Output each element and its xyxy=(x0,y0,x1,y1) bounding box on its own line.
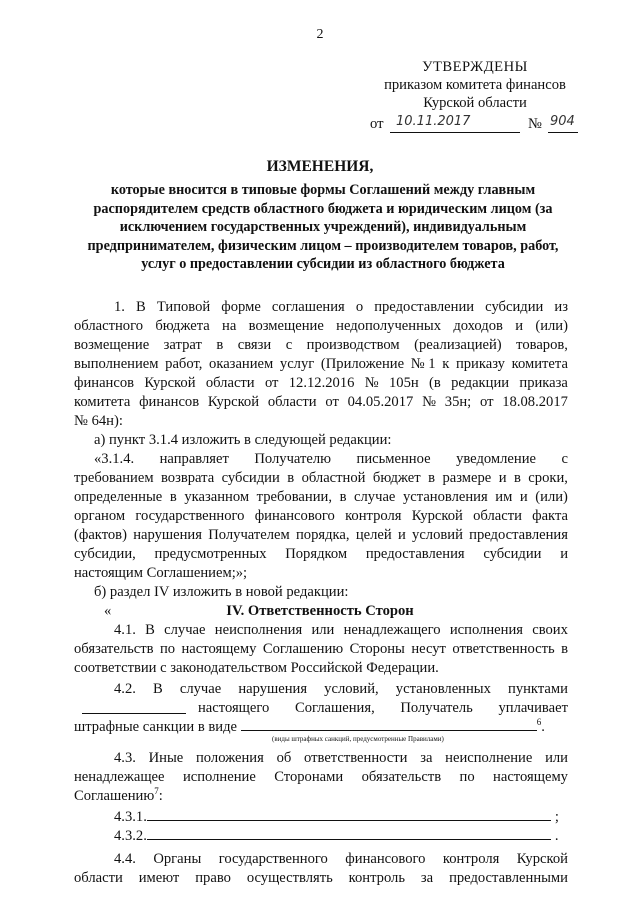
word: за xyxy=(420,750,433,766)
word: предоставленными xyxy=(449,870,568,886)
word: 4.3. xyxy=(114,750,136,766)
word: 4.4. xyxy=(114,851,136,867)
word: предоставления xyxy=(469,527,568,543)
word: от xyxy=(325,394,339,410)
approval-heading: УТВЕРЖДЕНЫ xyxy=(422,59,528,75)
word: области xyxy=(74,870,123,886)
word: «3.1.4. xyxy=(94,451,135,467)
word: установления xyxy=(402,489,488,505)
word: настоящему xyxy=(493,769,568,785)
text-line xyxy=(114,298,568,316)
word: случае xyxy=(179,681,222,697)
word: субсидии xyxy=(221,470,280,486)
word: в xyxy=(513,470,521,486)
word: возмещение xyxy=(248,318,324,334)
word: установленных xyxy=(395,681,491,697)
word: Курской xyxy=(516,851,568,867)
word: письменное xyxy=(356,451,431,467)
word: предоставления xyxy=(365,546,465,562)
text-line xyxy=(74,869,568,887)
word: бюджета xyxy=(155,318,210,334)
word: или xyxy=(311,622,335,638)
text-line xyxy=(114,621,568,639)
text-line xyxy=(74,374,568,392)
word: соглашения xyxy=(271,299,345,315)
word: Получатель xyxy=(400,700,473,716)
word: с xyxy=(561,451,568,467)
word: финансового xyxy=(345,851,426,867)
word: В xyxy=(136,299,146,315)
word: возврата xyxy=(161,470,215,486)
approval-number: 904 xyxy=(550,114,575,129)
word: Соглашению xyxy=(262,641,344,657)
word: производством xyxy=(306,337,400,353)
word: обязательств xyxy=(74,641,154,657)
word: В xyxy=(145,622,155,638)
word: 1. xyxy=(114,299,125,315)
word: Курской xyxy=(411,508,463,524)
page-number: 2 xyxy=(316,27,324,42)
word: № xyxy=(364,375,379,391)
word: размере xyxy=(442,470,492,486)
approval-date: 10.11.2017 xyxy=(396,114,471,129)
text-line xyxy=(74,317,568,335)
text-line xyxy=(74,507,568,525)
word: в xyxy=(339,489,347,505)
word: областного xyxy=(74,318,143,334)
approval-number-label: № xyxy=(528,116,542,132)
word: товаров, xyxy=(516,337,568,353)
word: 18.08.2017 xyxy=(502,394,568,410)
approval-from-label: от xyxy=(370,116,384,132)
word: несут xyxy=(411,641,446,657)
word: услуг xyxy=(279,356,315,372)
word: Курской xyxy=(207,394,260,410)
word: 04.05.2017 xyxy=(347,394,414,410)
word: ненадлежащего xyxy=(343,622,441,638)
word: и xyxy=(515,318,524,334)
word: работ, xyxy=(165,356,203,372)
word: областной xyxy=(301,470,366,486)
word: № 1 xyxy=(410,356,436,372)
word: Курской xyxy=(144,375,196,391)
word: затрат xyxy=(163,337,202,353)
section-title: IV. Ответственность Сторон xyxy=(226,603,414,619)
word: и xyxy=(519,489,528,505)
word: возмещение xyxy=(74,337,150,353)
word: области xyxy=(205,375,255,391)
approval-region: Курской области xyxy=(423,95,527,111)
text-line xyxy=(94,450,568,468)
word: определенные xyxy=(74,489,163,505)
word: финансов xyxy=(139,394,200,410)
word: Органы xyxy=(153,851,202,867)
word: В xyxy=(153,681,163,697)
word: ответственности xyxy=(304,750,408,766)
text-line xyxy=(74,469,568,487)
word: Соглашения, xyxy=(294,700,375,716)
word: на xyxy=(222,318,237,334)
word: настоящего xyxy=(198,700,270,716)
quote-mark: « xyxy=(104,603,112,619)
text-line xyxy=(74,640,568,658)
word: указанном xyxy=(184,489,250,505)
word: 4.2. xyxy=(114,681,136,697)
word: пунктами xyxy=(508,681,568,697)
word: приказу xyxy=(455,356,505,372)
text-line xyxy=(74,768,568,786)
word: имеют xyxy=(138,870,180,886)
text-line xyxy=(74,355,568,373)
word: об xyxy=(276,750,292,766)
penalty-label: штрафные санкции в виде xyxy=(74,719,238,735)
word: сроки, xyxy=(528,470,568,486)
blank-line xyxy=(241,718,537,731)
word: приказа xyxy=(519,375,568,391)
document-subtitle: которые вносится в типовые формы Соглашений между главным распорядителем средств областного бюджета и юридическим лицом (за исключением государственных учреждений), индивидуальным предпринимателем, физическим лицом – производителем товаров, работ, услуг о предоставлении субсидии из областного бюджета xyxy=(87,182,559,273)
word: неисполнение xyxy=(445,750,533,766)
approval-block xyxy=(370,58,580,135)
word: целей xyxy=(355,527,392,543)
word: требованием xyxy=(74,470,154,486)
text-line: Соглашению$^7$: xyxy=(74,786,163,804)
word: финансов xyxy=(74,375,135,391)
word: в xyxy=(216,337,224,353)
word: контроля xyxy=(345,508,402,524)
word: неисполнения xyxy=(214,622,303,638)
word: бюджет xyxy=(372,470,421,486)
word: уведомление xyxy=(456,451,536,467)
word: по xyxy=(159,641,176,657)
subitem-a: а) пункт 3.1.4 изложить в следующей редакции: xyxy=(94,432,392,448)
word: Получателю xyxy=(254,451,332,467)
word: и xyxy=(560,546,568,562)
word: доходов xyxy=(453,318,503,334)
word: и xyxy=(498,470,507,486)
word: в xyxy=(428,470,435,486)
word: случае xyxy=(354,489,396,505)
word: субсидии xyxy=(483,546,542,562)
word: Сторонами xyxy=(274,769,344,785)
word: финансового xyxy=(254,508,335,524)
text-line: № 64н): xyxy=(74,413,123,429)
blank-caption: (виды штрафных санкций, предусмотренные Правилами) xyxy=(272,735,444,743)
word: в xyxy=(169,489,177,505)
text-line-with-blank: штрафные санкции в виде $^6$. xyxy=(74,717,545,735)
item-4-3-1: 4.3.1. ; xyxy=(114,809,559,825)
word: Иные xyxy=(148,750,184,766)
word: № xyxy=(422,394,436,410)
word: условий, xyxy=(324,681,379,697)
document-title: ИЗМЕНЕНИЯ, xyxy=(266,158,374,175)
word: (в xyxy=(428,375,441,391)
word: направляет xyxy=(159,451,229,467)
word: от xyxy=(480,394,494,410)
word: факта xyxy=(532,508,568,524)
word: Порядком xyxy=(285,546,348,562)
word: 35н; xyxy=(444,394,472,410)
word: им xyxy=(495,489,513,505)
word: (фактов) xyxy=(74,527,127,543)
word: условий xyxy=(412,527,463,543)
text-line xyxy=(74,526,568,544)
word: 4.1. xyxy=(114,622,136,638)
text-line xyxy=(74,545,568,563)
word: нарушения xyxy=(238,681,308,697)
word: предусмотренных xyxy=(154,546,267,562)
word: или xyxy=(545,750,568,766)
word: комитета xyxy=(511,356,568,372)
blank-line xyxy=(147,827,551,840)
word: связи xyxy=(237,337,272,353)
item-4-3-2: 4.3.2. . xyxy=(114,828,559,844)
word: (Приложение xyxy=(320,356,405,372)
word: исполнение xyxy=(182,769,256,785)
word: предоставлении xyxy=(374,299,475,315)
footnote-ref: 7 xyxy=(154,786,159,797)
word: органом xyxy=(74,508,126,524)
word: Типовой xyxy=(156,299,211,315)
word: области xyxy=(267,394,317,410)
word: (реализацией) xyxy=(414,337,502,353)
word: оказанием xyxy=(209,356,274,372)
word: 12.12.2016 xyxy=(288,375,355,391)
word: области xyxy=(473,508,522,524)
footnote-ref: 6 xyxy=(536,717,542,728)
word: редакции xyxy=(451,375,510,391)
word: (или) xyxy=(535,318,568,334)
word: (или) xyxy=(535,489,568,505)
text-line xyxy=(114,749,568,767)
word: от xyxy=(264,375,279,391)
word: 105н xyxy=(388,375,419,391)
word: нарушения xyxy=(133,527,202,543)
text-line xyxy=(74,393,568,411)
word: контроля xyxy=(442,851,500,867)
word: ненадлежащее xyxy=(74,769,165,785)
word: к xyxy=(442,356,450,372)
word: из xyxy=(554,299,568,315)
text-line xyxy=(114,850,568,868)
word: Стороны xyxy=(349,641,405,657)
approval-date-row xyxy=(370,113,580,135)
text-line: настоящим Соглашением;»; xyxy=(74,565,248,581)
word: в xyxy=(561,641,568,657)
subitem-b: б) раздел IV изложить в новой редакции: xyxy=(94,584,349,600)
word: обязательств xyxy=(361,769,442,785)
word: субсидии xyxy=(485,299,544,315)
text-line: соответствии с законодательством Российской Федерации. xyxy=(74,660,439,676)
word: о xyxy=(355,299,364,315)
word: субсидии, xyxy=(74,546,136,562)
word: комитета xyxy=(74,394,131,410)
word: случае xyxy=(164,622,206,638)
word: по xyxy=(459,769,475,785)
word: государственного xyxy=(135,508,245,524)
blank-line xyxy=(82,701,186,714)
word: недополученных xyxy=(336,318,441,334)
word: требовании, xyxy=(256,489,332,505)
word: форме xyxy=(221,299,261,315)
word: ответственность xyxy=(452,641,555,657)
word: и xyxy=(397,527,406,543)
word: исполнения xyxy=(449,622,523,638)
word: в xyxy=(287,470,295,486)
text-line-with-blank xyxy=(74,699,568,717)
word: выполнением xyxy=(74,356,159,372)
word: осуществлять xyxy=(246,870,333,886)
word: контроль xyxy=(348,870,405,886)
text-line xyxy=(114,680,568,698)
word: своих xyxy=(532,622,568,638)
blank-line xyxy=(147,808,551,821)
text-line xyxy=(74,488,568,506)
text-line xyxy=(198,699,568,717)
word: за xyxy=(420,870,434,886)
word: порядка, xyxy=(296,527,350,543)
word: уплачивает xyxy=(498,700,568,716)
word: настоящему xyxy=(181,641,257,657)
word: положения xyxy=(196,750,264,766)
word: право xyxy=(195,870,231,886)
text-line xyxy=(74,336,568,354)
word: с xyxy=(285,337,293,353)
approval-order: приказом комитета финансов xyxy=(384,77,566,93)
word: государственного xyxy=(218,851,328,867)
word: Получателем xyxy=(208,527,290,543)
